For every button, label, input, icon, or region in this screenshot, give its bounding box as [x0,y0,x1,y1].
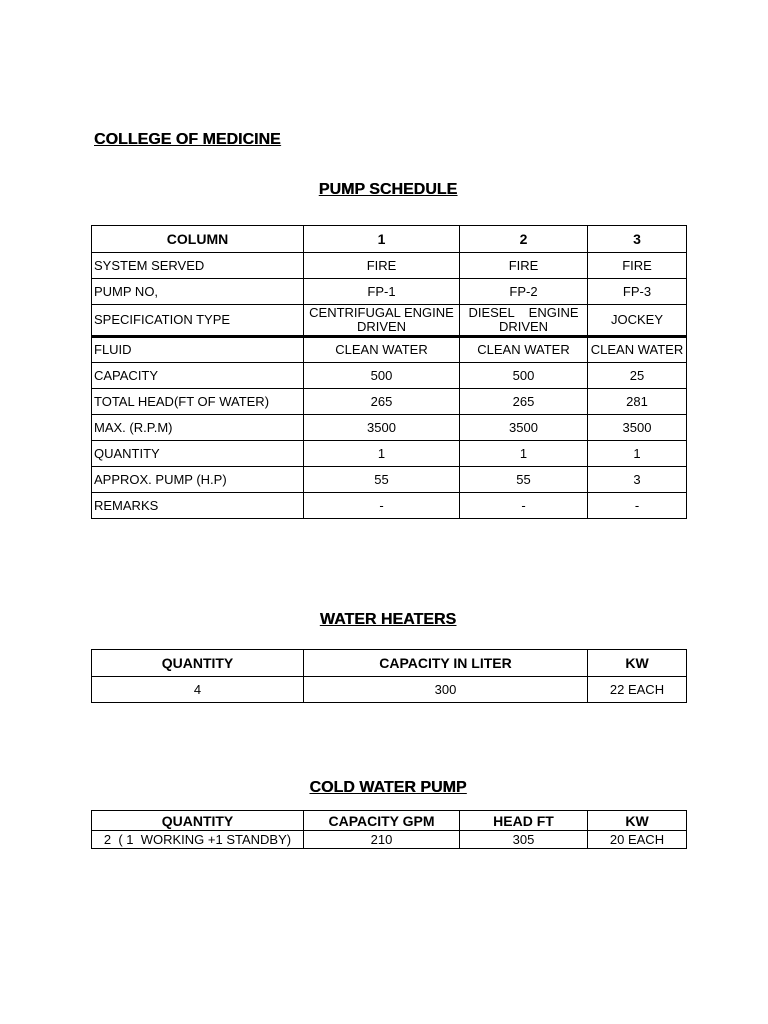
pump-schedule-header-row [92,226,687,253]
table-cell: CLEAN WATER [304,337,460,363]
table-cell: DIESEL ENGINE DRIVEN [460,305,588,337]
cold-water-pump-heading: COLD WATER PUMP [309,779,467,796]
header-cell: 1 [304,226,460,253]
header-cell: CAPACITY IN LITER [304,650,588,677]
table-cell: 305 [460,831,588,849]
row-label: SYSTEM SERVED [92,253,304,279]
table-cell: 2 ( 1 WORKING +1 STANDBY) [92,831,304,849]
row-label: PUMP NO, [92,279,304,305]
table-row [92,467,687,493]
pump-schedule-table [91,225,687,519]
table-cell: FIRE [304,253,460,279]
table-cell: - [588,493,687,519]
table-row [92,389,687,415]
document-title: COLLEGE OF MEDICINE [94,131,281,148]
table-cell: 3500 [460,415,588,441]
table-row [92,415,687,441]
table-row [92,279,687,305]
table-cell: 3500 [588,415,687,441]
pump-schedule-heading: PUMP SCHEDULE [318,181,458,198]
table-cell: FP-2 [460,279,588,305]
row-label: REMARKS [92,493,304,519]
table-cell: 265 [460,389,588,415]
table-cell: FP-3 [588,279,687,305]
header-cell: QUANTITY [92,811,304,831]
table-cell: 210 [304,831,460,849]
table-row [92,253,687,279]
cold-water-pump-table [91,810,687,849]
table-cell: 3 [588,467,687,493]
header-cell: KW [588,650,687,677]
table-cell: 55 [304,467,460,493]
table-cell: FP-1 [304,279,460,305]
water-heaters-header-row [92,650,687,677]
water-heaters-table [91,649,687,703]
table-cell: 500 [460,363,588,389]
table-cell: 25 [588,363,687,389]
table-row [92,337,687,363]
row-label: APPROX. PUMP (H.P) [92,467,304,493]
row-label: SPECIFICATION TYPE [92,305,304,337]
header-cell: QUANTITY [92,650,304,677]
cold-water-pump-header-row [92,811,687,831]
table-row [92,831,687,849]
row-label: MAX. (R.P.M) [92,415,304,441]
row-label: FLUID [92,337,304,363]
table-cell: JOCKEY [588,305,687,337]
header-cell: CAPACITY GPM [304,811,460,831]
table-cell: 1 [304,441,460,467]
table-cell: FIRE [588,253,687,279]
table-row [92,493,687,519]
header-cell: COLUMN [92,226,304,253]
table-cell: FIRE [460,253,588,279]
header-cell: 3 [588,226,687,253]
table-cell: 1 [460,441,588,467]
row-label: TOTAL HEAD(FT OF WATER) [92,389,304,415]
table-row [92,677,687,703]
water-heaters-heading: WATER HEATERS [319,611,457,628]
row-label: QUANTITY [92,441,304,467]
table-cell: 55 [460,467,588,493]
table-cell: - [304,493,460,519]
table-cell: CLEAN WATER [588,337,687,363]
table-cell: 3500 [304,415,460,441]
table-cell: CLEAN WATER [460,337,588,363]
table-cell: 1 [588,441,687,467]
table-row [92,305,687,337]
table-cell: 281 [588,389,687,415]
table-cell: 500 [304,363,460,389]
table-cell: 20 EACH [588,831,687,849]
header-cell: KW [588,811,687,831]
table-cell: 265 [304,389,460,415]
row-label: CAPACITY [92,363,304,389]
table-row [92,441,687,467]
table-cell: - [460,493,588,519]
table-cell: CENTRIFUGAL ENGINE DRIVEN [304,305,460,337]
table-cell: 4 [92,677,304,703]
header-cell: HEAD FT [460,811,588,831]
header-cell: 2 [460,226,588,253]
table-cell: 300 [304,677,588,703]
table-row [92,363,687,389]
table-cell: 22 EACH [588,677,687,703]
